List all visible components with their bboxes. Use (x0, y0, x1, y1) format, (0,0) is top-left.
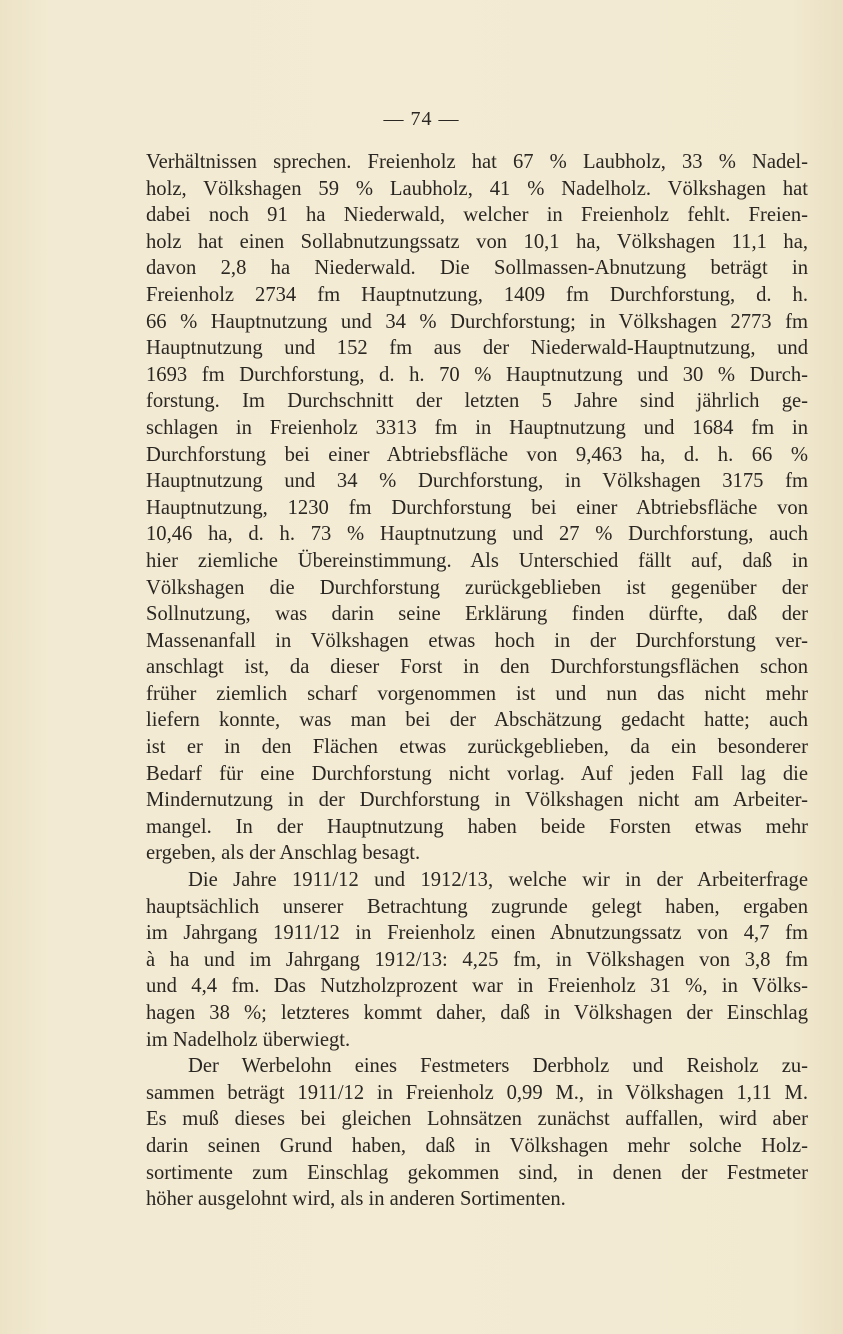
text-line: Mindernutzung in der Durchforstung in Völkshagen nicht am Arbeiter- (146, 789, 808, 812)
text-line: Hauptnutzung und 34 % Durchforstung, in Völkshagen 3175 fm (146, 470, 808, 493)
text-line: 10,46 ha, d. h. 73 % Hauptnutzung und 27 % Durchforstung, auch (146, 523, 808, 546)
text-line: ergeben, als der Anschlag besagt. (146, 842, 421, 865)
text-line: hier ziemliche Übereinstimmung. Als Unterschied fällt auf, daß in (146, 549, 808, 572)
text-line: dabei noch 91 ha Niederwald, welcher in Freienholz fehlt. Freien- (146, 204, 808, 227)
text-line: im Nadelholz überwiegt. (146, 1028, 351, 1051)
text-line: holz, Völkshagen 59 % Laubholz, 41 % Nadelholz. Völkshagen hat (146, 177, 808, 200)
text-line: 66 % Hauptnutzung und 34 % Durchforstung; in Völkshagen 2773 fm (146, 310, 808, 333)
text-line: holz hat einen Sollabnutzungssatz von 10,1 ha, Völkshagen 11,1 ha, (146, 230, 808, 253)
text-line: hauptsächlich unserer Betrachtung zugrunde gelegt haben, ergaben (146, 895, 808, 918)
text-line: darin seinen Grund haben, daß in Völkshagen mehr solche Holz- (146, 1134, 808, 1157)
text-line: anschlagt ist, da dieser Forst in den Durchforstungsflächen schon (146, 656, 808, 679)
text-line: Die Jahre 1911/12 und 1912/13, welche wir in der Arbeiterfrage (188, 869, 808, 892)
page-number: — 74 — (383, 108, 460, 130)
text-line: sammen beträgt 1911/12 in Freienholz 0,99 M., in Völkshagen 1,11 M. (146, 1081, 808, 1104)
text-line: forstung. Im Durchschnitt der letzten 5 Jahre sind jährlich ge- (146, 390, 808, 413)
text-line: Sollnutzung, was darin seine Erklärung finden dürfte, daß der (146, 603, 808, 626)
text-line: hagen 38 %; letzteres kommt daher, daß in Völkshagen der Einschlag (146, 1002, 808, 1024)
text-line: Freienholz 2734 fm Hauptnutzung, 1409 fm Durchforstung, d. h. (146, 283, 808, 306)
text-line: Bedarf für eine Durchforstung nicht vorlag. Auf jeden Fall lag die (146, 762, 808, 785)
text-line: mangel. In der Hauptnutzung haben beide Forsten etwas mehr (146, 815, 808, 838)
text-line: Völkshagen die Durchforstung zurückgeblieben ist gegenüber der (146, 576, 808, 599)
paragraph (146, 867, 808, 1053)
text-line: Verhältnissen sprechen. Freienholz hat 67 % Laubholz, 33 % Nadel- (146, 151, 808, 173)
text-line: ist er in den Flächen etwas zurückgeblieben, da ein besonderer (146, 736, 808, 759)
text-line: Der Werbelohn eines Festmeters Derbholz und Reisholz zu- (188, 1055, 808, 1078)
text-line: davon 2,8 ha Niederwald. Die Sollmassen-Abnutzung beträgt in (146, 257, 808, 280)
text-line: im Jahrgang 1911/12 in Freienholz einen Abnutzungssatz von 4,7 fm (146, 922, 808, 945)
text-line: Massenanfall in Völkshagen etwas hoch in der Durchforstung ver- (146, 629, 808, 652)
text-line: à ha und im Jahrgang 1912/13: 4,25 fm, in Völkshagen von 3,8 fm (146, 948, 808, 971)
body-text (146, 149, 808, 1213)
text-line: Es muß dieses bei gleichen Lohnsätzen zunächst auffallen, wird aber (146, 1108, 808, 1131)
paragraph (146, 149, 808, 867)
text-line: liefern konnte, was man bei der Abschätzung gedacht hatte; auch (146, 709, 808, 732)
text-line: sortimente zum Einschlag gekommen sind, in denen der Festmeter (146, 1161, 808, 1184)
text-line: schlagen in Freienholz 3313 fm in Hauptnutzung und 1684 fm in (146, 416, 808, 439)
paragraph (146, 1053, 808, 1213)
text-line: Hauptnutzung, 1230 fm Durchforstung bei einer Abtriebsfläche von (146, 496, 808, 519)
text-line: 1693 fm Durchforstung, d. h. 70 % Hauptnutzung und 30 % Durch- (146, 363, 808, 386)
text-line: Hauptnutzung und 152 fm aus der Niederwald-Hauptnutzung, und (146, 337, 808, 360)
text-line: früher ziemlich scharf vorgenommen ist und nun das nicht mehr (146, 682, 808, 705)
text-line: und 4,4 fm. Das Nutzholzprozent war in Freienholz 31 %, in Völks- (146, 975, 808, 998)
text-line: Durchforstung bei einer Abtriebsfläche von 9,463 ha, d. h. 66 % (146, 443, 808, 466)
text-line: höher ausgelohnt wird, als in anderen Sortimenten. (146, 1188, 566, 1211)
